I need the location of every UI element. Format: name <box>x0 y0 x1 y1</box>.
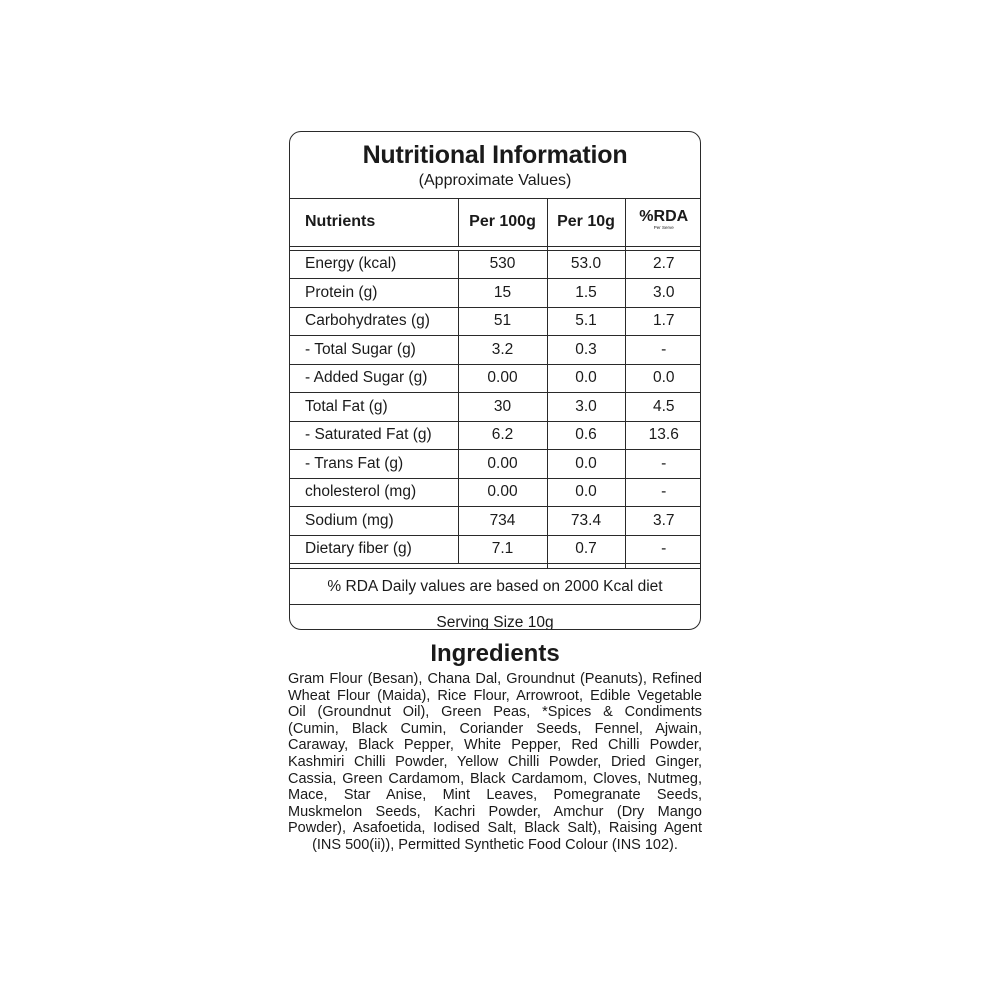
value-rda: 1.7 <box>625 307 701 336</box>
nutrition-table <box>290 199 701 568</box>
value-per100g: 15 <box>458 279 547 308</box>
nutrient-name: - Total Sugar (g) <box>290 336 458 365</box>
rda-footnote: % RDA Daily values are based on 2000 Kcal diet <box>290 568 700 604</box>
value-rda: - <box>625 450 701 479</box>
value-per100g: 734 <box>458 507 547 536</box>
value-per10g: 73.4 <box>547 507 625 536</box>
table-row <box>290 421 701 450</box>
value-per100g: 6.2 <box>458 421 547 450</box>
value-rda: 3.0 <box>625 279 701 308</box>
value-rda: - <box>625 336 701 365</box>
column-header-nutrients: Nutrients <box>290 199 458 246</box>
nutrient-name: - Added Sugar (g) <box>290 364 458 393</box>
rda-header-label: %RDA <box>639 207 689 225</box>
table-row <box>290 250 701 279</box>
value-per100g: 0.00 <box>458 478 547 507</box>
nutrient-name: Protein (g) <box>290 279 458 308</box>
value-per100g: 0.00 <box>458 450 547 479</box>
value-per100g: 30 <box>458 393 547 422</box>
value-rda: 3.7 <box>625 507 701 536</box>
value-per10g: 0.6 <box>547 421 625 450</box>
table-row <box>290 478 701 507</box>
value-rda: 4.5 <box>625 393 701 422</box>
value-per10g: 1.5 <box>547 279 625 308</box>
value-per10g: 53.0 <box>547 250 625 279</box>
value-per100g: 51 <box>458 307 547 336</box>
value-per100g: 530 <box>458 250 547 279</box>
table-header-row <box>290 199 701 246</box>
nutrient-name: - Saturated Fat (g) <box>290 421 458 450</box>
nutrition-panel <box>289 131 701 630</box>
value-rda: - <box>625 535 701 564</box>
table-row <box>290 535 701 564</box>
table-row <box>290 393 701 422</box>
table-row <box>290 507 701 536</box>
nutrient-name: Carbohydrates (g) <box>290 307 458 336</box>
value-per10g: 0.0 <box>547 364 625 393</box>
value-per10g: 5.1 <box>547 307 625 336</box>
nutrient-name: - Trans Fat (g) <box>290 450 458 479</box>
value-rda: 0.0 <box>625 364 701 393</box>
value-per100g: 3.2 <box>458 336 547 365</box>
value-rda: 13.6 <box>625 421 701 450</box>
table-row <box>290 279 701 308</box>
column-header-per100g: Per 100g <box>458 199 547 246</box>
value-rda: 2.7 <box>625 250 701 279</box>
nutrient-name: Dietary fiber (g) <box>290 535 458 564</box>
nutrient-name: Sodium (mg) <box>290 507 458 536</box>
nutrient-name: Total Fat (g) <box>290 393 458 422</box>
value-per10g: 0.3 <box>547 336 625 365</box>
table-row <box>290 336 701 365</box>
nutrition-subtitle: (Approximate Values) <box>418 172 572 189</box>
column-header-per10g: Per 10g <box>547 199 625 246</box>
ingredients-title: Ingredients <box>430 640 560 667</box>
nutrient-name: Energy (kcal) <box>290 250 458 279</box>
value-per10g: 0.0 <box>547 478 625 507</box>
rda-header-note: Per Serve <box>653 224 674 230</box>
nutrition-header <box>290 132 700 199</box>
nutrition-title: Nutritional Information <box>362 141 628 169</box>
table-row <box>290 307 701 336</box>
ingredients-text: Gram Flour (Besan), Chana Dal, Groundnut (Peanuts), Refined Wheat Flour (Maida), Rice Flour, Arrowroot, Edible Vegetable Oil (Groundnut Oil), Green Peas, *Spices & Condiments (Cumin, Black Cumin, Coriander Seeds, Fennel, Ajwain, Caraway, Black Pepper, White Pepper, Red Chilli Powder, Kashmiri Chilli Powder, Yellow Chilli Powder, Dried Ginger, Cassia, Green Cardamom, Black Cardamom, Cloves, Nutmeg, Mace, Star Anise, Mint Leaves, Pomegranate Seeds, Muskmelon Seeds, Kachri Powder, Amchur (Dry Mango Powder), Asafoetida, Iodised Salt, Black Salt), Raising Agent (INS 500(ii)), Permitted Synthetic Food Colour (INS 102). <box>288 671 702 853</box>
value-per10g: 0.0 <box>547 450 625 479</box>
value-per10g: 3.0 <box>547 393 625 422</box>
column-header-rda <box>625 199 701 246</box>
nutrient-name: cholesterol (mg) <box>290 478 458 507</box>
table-row <box>290 364 701 393</box>
ingredients-section <box>288 640 702 854</box>
value-per100g: 0.00 <box>458 364 547 393</box>
table-row <box>290 450 701 479</box>
serving-size: Serving Size 10g <box>290 604 700 631</box>
value-per10g: 0.7 <box>547 535 625 564</box>
value-per100g: 7.1 <box>458 535 547 564</box>
value-rda: - <box>625 478 701 507</box>
